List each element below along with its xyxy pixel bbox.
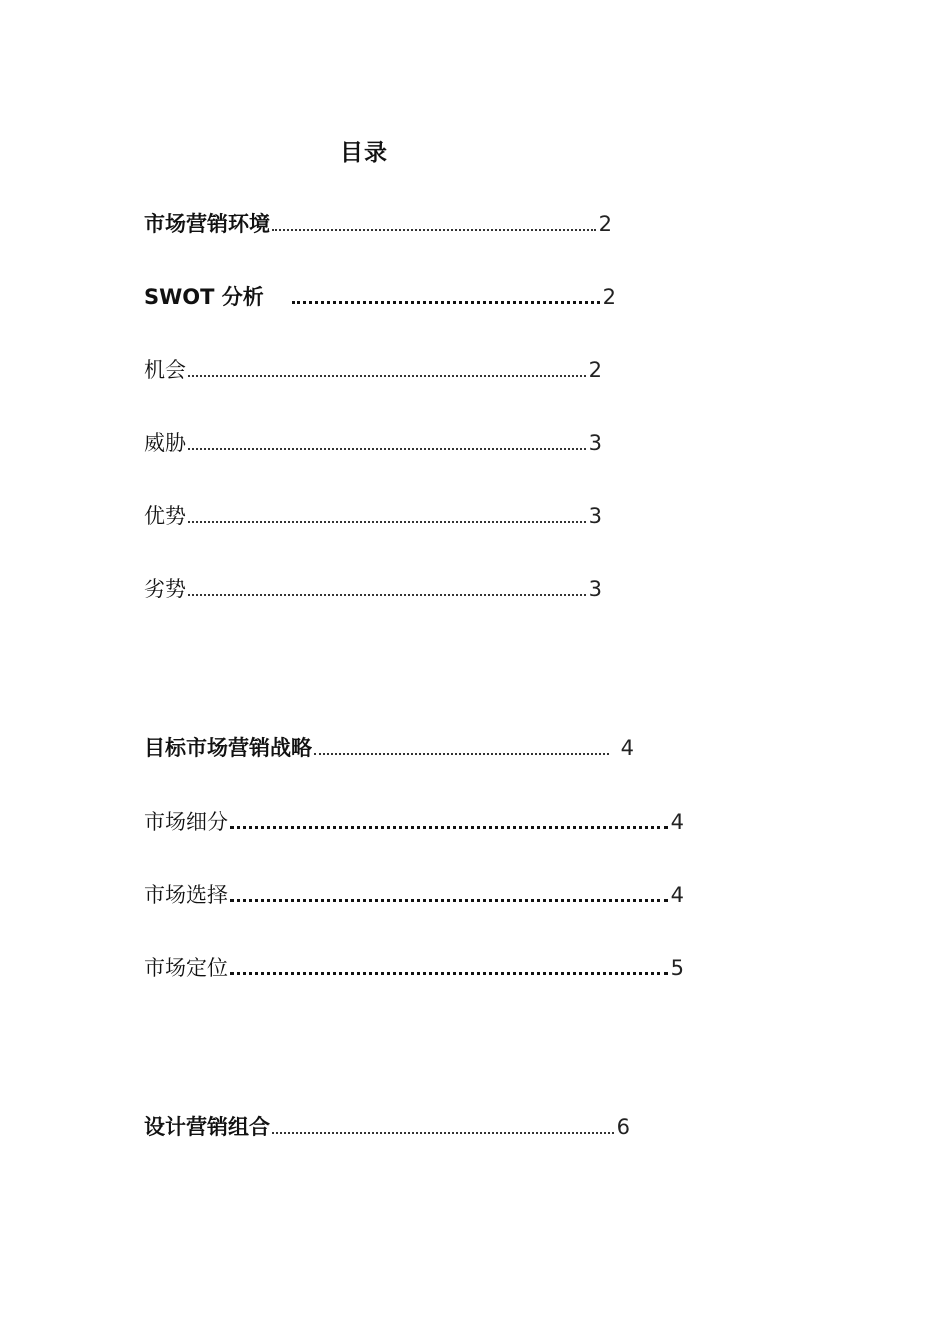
dot-leader bbox=[314, 753, 609, 755]
dot-leader bbox=[230, 826, 668, 829]
toc-entry-swot-analysis[interactable] bbox=[144, 279, 616, 311]
toc-entry-market-segmentation[interactable] bbox=[144, 804, 684, 836]
toc-entry-label: SWOT 分析 bbox=[144, 285, 264, 309]
toc-entry-page-number: 3 bbox=[588, 431, 602, 455]
toc-entry-page-number: 4 bbox=[670, 810, 684, 834]
toc-entry-label: 市场定位 bbox=[144, 956, 228, 980]
dot-leader bbox=[188, 521, 586, 523]
toc-entry-label: 市场选择 bbox=[144, 883, 228, 907]
toc-entry-page-number: 4 bbox=[620, 736, 634, 760]
toc-entry-page-number: 2 bbox=[588, 358, 602, 382]
toc-entry-opportunities[interactable] bbox=[144, 352, 602, 384]
toc-entry-page-number: 4 bbox=[670, 883, 684, 907]
toc-entry-label: 市场细分 bbox=[144, 810, 228, 834]
toc-entry-label: 目标市场营销战略 bbox=[144, 736, 312, 760]
toc-entry-label: 机会 bbox=[144, 358, 186, 382]
toc-entry-page-number: 5 bbox=[670, 956, 684, 980]
toc-entry-marketing-mix-design[interactable] bbox=[144, 1109, 630, 1141]
toc-entry-target-marketing-strategy[interactable] bbox=[144, 730, 634, 762]
dot-leader bbox=[230, 899, 668, 902]
dot-leader bbox=[272, 1132, 614, 1134]
toc-entry-page-number: 2 bbox=[598, 212, 612, 236]
dot-leader bbox=[188, 375, 586, 377]
dot-leader bbox=[292, 301, 600, 304]
dot-leader bbox=[188, 448, 586, 450]
dot-leader bbox=[272, 229, 596, 231]
toc-entry-label: 优势 bbox=[144, 504, 186, 528]
dot-leader bbox=[188, 594, 586, 596]
toc-entry-label: 劣势 bbox=[144, 577, 186, 601]
toc-entry-weaknesses[interactable] bbox=[144, 571, 602, 603]
toc-entry-label: 市场营销环境 bbox=[144, 212, 270, 236]
toc-title: 目录 bbox=[340, 140, 388, 166]
toc-entry-threats[interactable] bbox=[144, 425, 602, 457]
toc-entry-market-positioning[interactable] bbox=[144, 950, 684, 982]
toc-entry-page-number: 3 bbox=[588, 504, 602, 528]
toc-entry-page-number: 3 bbox=[588, 577, 602, 601]
toc-entry-marketing-environment[interactable] bbox=[144, 206, 612, 238]
dot-leader bbox=[230, 972, 668, 975]
toc-entry-market-selection[interactable] bbox=[144, 877, 684, 909]
toc-entry-page-number: 2 bbox=[602, 285, 616, 309]
toc-entry-page-number: 6 bbox=[616, 1115, 630, 1139]
toc-entry-label: 威胁 bbox=[144, 431, 186, 455]
toc-entry-label: 设计营销组合 bbox=[144, 1115, 270, 1139]
toc-entry-strengths[interactable] bbox=[144, 498, 602, 530]
